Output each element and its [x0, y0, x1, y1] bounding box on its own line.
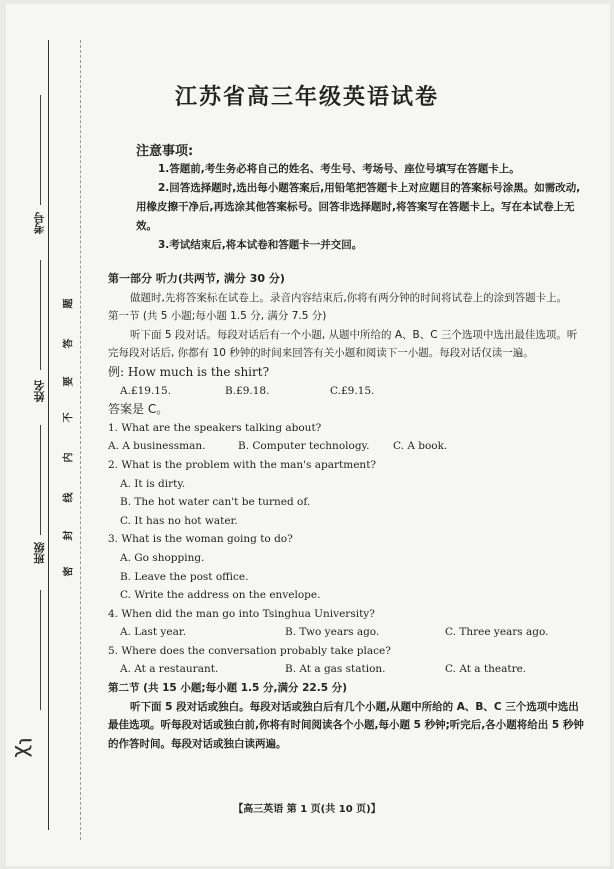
notice-item: 3.考试结束后,将本试卷和答题卡一并交回。 — [158, 239, 363, 251]
listening-section — [108, 270, 586, 753]
question: 3. What is the woman going to do? — [108, 533, 293, 546]
section1-heading: 第一节 (共 5 小题;每小题 1.5 分, 满分 7.5 分) — [108, 310, 327, 323]
seal-char: 不 — [63, 412, 75, 423]
option: B. Two years ago. — [285, 626, 380, 639]
seal-char: 要 — [63, 376, 75, 387]
seal-dashed-line — [80, 40, 81, 840]
exam-no-underline — [40, 95, 41, 205]
option: C. A book. — [393, 440, 448, 453]
example-answer: 答案是 C。 — [108, 402, 169, 417]
class-underline — [40, 590, 41, 710]
class-label: 班级 — [33, 542, 46, 564]
seal-char: 封 — [63, 530, 75, 541]
seal-char: 内 — [63, 452, 75, 463]
option: C.£9.15. — [330, 384, 375, 397]
example-question: 例: How much is the shirt? — [108, 364, 269, 379]
section2-intro: 听下面 5 段对话或独白。每段对话或独白后有几个小题,从题中所给的 A、B、C 三个选项中选出最佳选项。听每段对话或独白前,你将有时间阅读各个小题,每小题 5 秒钟;听完后,各小题将给出 5 秒钟的作答时间。每段对话或独白读两遍。 — [108, 700, 584, 750]
option: A. Go shopping. — [120, 551, 205, 564]
seal-char: 线 — [63, 492, 75, 503]
exam-no-label: 考号 — [33, 212, 46, 234]
option: B. Computer technology. — [238, 440, 370, 453]
notice-heading: 注意事项: — [136, 144, 194, 159]
option: B. Leave the post office. — [120, 570, 249, 583]
option: C. It has no hot water. — [120, 514, 238, 527]
part1-intro: 做题时,先将答案标在试卷上。录音内容结束后,你将有两分钟的时间将试卷上的涂到答题卡上。 — [130, 291, 568, 304]
option: B. The hot water can't be turned of. — [120, 496, 311, 509]
page-footer: 【高三英语 第 1 页(共 10 页)】 — [233, 804, 381, 815]
part1-heading: 第一部分 听力(共两节, 满分 30 分) — [108, 272, 285, 285]
question: 1. What are the speakers talking about? — [108, 421, 322, 434]
notice-item: 1.答题前,考生务必将自己的姓名、考生号、考场号、座位号填写在答题卡上。 — [158, 163, 520, 175]
question-options — [108, 623, 586, 642]
option: A. At a restaurant. — [120, 663, 219, 676]
name-underline — [40, 260, 41, 370]
option: C. Three years ago. — [445, 626, 549, 639]
option: C. Write the address on the envelope. — [120, 589, 321, 602]
option: B.£9.18. — [225, 384, 270, 397]
notice-item: 2.回答选择题时,选出每小题答案后,用铅笔把答题卡上对应题目的答案标号涂黑。如需改动,用橡皮擦干净后,再选涂其他答案标号。回答非选择题时,将答案写在答题卡上。写在本试卷上无效。 — [136, 182, 581, 232]
question: 4. When did the man go into Tsinghua University? — [108, 607, 375, 620]
option: A. Last year. — [120, 626, 187, 639]
seal-char: 密 — [63, 566, 75, 577]
notice-list — [136, 160, 581, 255]
seal-char: 答 — [63, 338, 75, 349]
question-options — [108, 660, 586, 679]
binding-line — [48, 40, 49, 830]
option: A. It is dirty. — [120, 477, 186, 490]
option: A.£19.15. — [120, 384, 171, 397]
section2-heading: 第二节 (共 15 小题;每小题 1.5 分,满分 22.5 分) — [108, 682, 347, 695]
option: C. At a theatre. — [445, 663, 527, 676]
example-options — [108, 382, 586, 401]
class-underline-top — [40, 425, 41, 535]
seal-char: 题 — [63, 298, 75, 309]
handwritten-mark: ιχ — [13, 737, 39, 758]
page-title: 江苏省高三年级英语试卷 — [174, 85, 439, 110]
name-label: 姓名 — [33, 380, 46, 402]
section1-intro: 听下面 5 段对话。每段对话后有一个小题, 从题中所给的 A、B、C 三个选项中选出最佳选项。听完每段对话后, 你都有 10 秒钟的时间来回答有关小题和阅读下一小题。每段对话仅读一遍。 — [108, 328, 578, 360]
question: 2. What is the problem with the man's apartment? — [108, 458, 377, 471]
question: 5. Where does the conversation probably take place? — [108, 644, 391, 657]
question-options — [108, 437, 586, 456]
option: A. A businessman. — [108, 440, 206, 453]
option: B. At a gas station. — [285, 663, 386, 676]
